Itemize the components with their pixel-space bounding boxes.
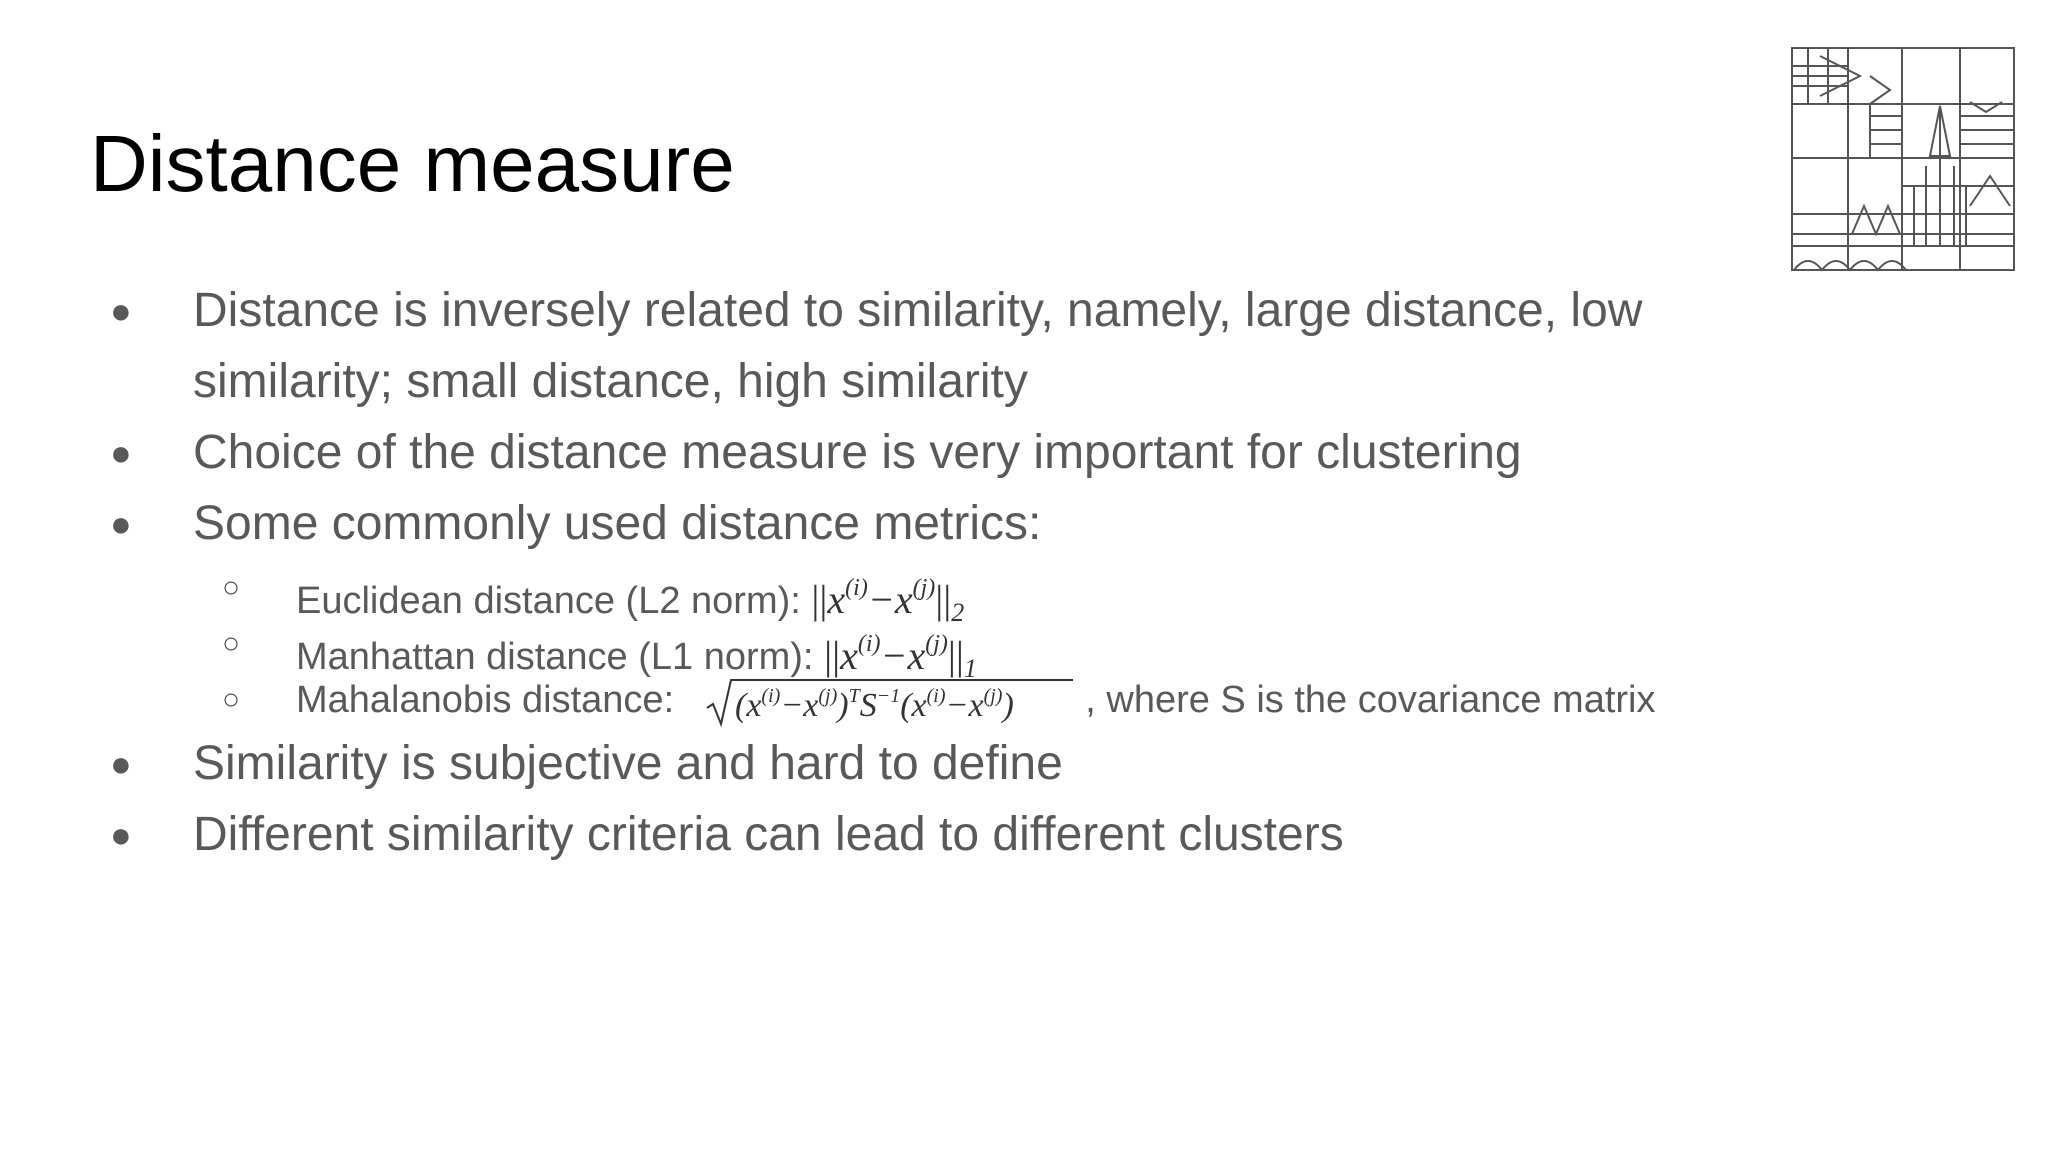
euclidean-formula: $||x^{(i)}-x^{(j)}||_2$ <box>811 575 965 627</box>
bullet-marker: ● <box>110 290 132 331</box>
bullet-item: Distance is inversely related to similarity, namely, large distance, low similarity; small distance, high similarity <box>193 284 1643 408</box>
mahalanobis-formula <box>705 672 1075 728</box>
sub-bullet-marker: ○ <box>222 571 241 604</box>
slide-title: Distance measure <box>90 119 735 208</box>
sub-bullet-mahalanobis <box>296 672 1656 728</box>
sqrt-sign-icon <box>705 676 1075 728</box>
bullet-item: Different similarity criteria can lead to different clusters <box>193 808 1344 861</box>
sub-bullet-marker: ○ <box>222 683 241 716</box>
bullet-marker: ● <box>110 432 132 473</box>
sub-bullet-marker: ○ <box>222 627 241 660</box>
sub-bullet-label: Euclidean distance (L2 norm): <box>296 580 801 622</box>
bullet-marker: ● <box>110 743 132 784</box>
university-logo-icon <box>1790 46 2016 272</box>
bullet-item: Similarity is subjective and hard to define <box>193 737 1063 790</box>
manhattan-formula: $||x^{(i)}-x^{(j)}||_1$ <box>824 631 977 683</box>
bullet-marker: ● <box>110 503 132 544</box>
bullet-item: Choice of the distance measure is very important for clustering <box>193 426 1522 479</box>
bullet-item: Some commonly used distance metrics: <box>193 497 1042 550</box>
sub-bullet-label: Mahalanobis distance: <box>296 679 675 721</box>
sub-bullet-label: Manhattan distance (L1 norm): <box>296 636 814 678</box>
sub-bullet-suffix: , where S is the covariance matrix <box>1085 679 1656 721</box>
svg-text:(x(i)−x(j))TS−1(x(i)−x(j)): $(x^{(i)}-x^{(j)})^TS^{-1}(x^{(i)}-x^{(j)})$ <box>734 685 1014 724</box>
bullet-marker: ● <box>110 814 132 855</box>
